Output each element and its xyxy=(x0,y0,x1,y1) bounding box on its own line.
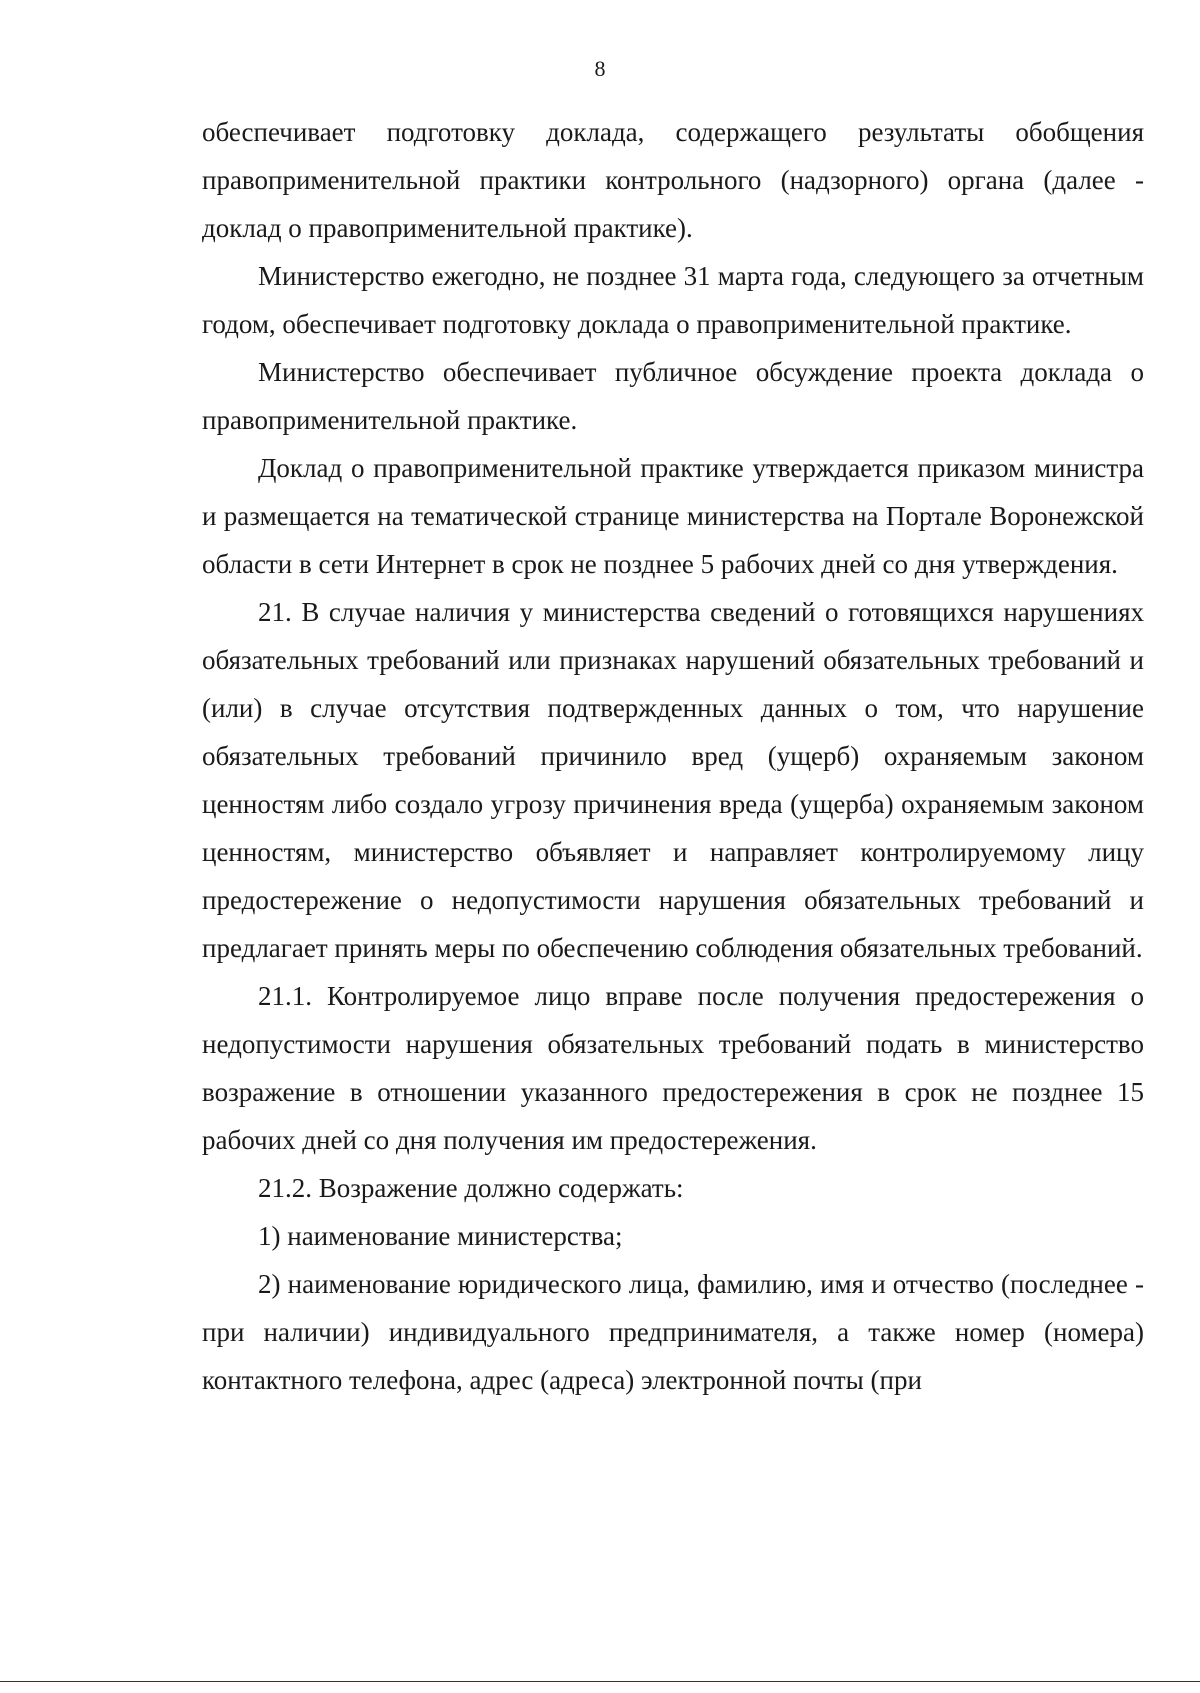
list-item-1: 1) наименование министерства; xyxy=(258,1221,623,1251)
document-body xyxy=(202,108,1144,1404)
footer-divider xyxy=(0,1681,1200,1682)
paragraph-public-discussion: Министерство обеспечивает публичное обсуждение проекта доклада о правоприменительной практике. xyxy=(202,357,1144,435)
list-item-2: 2) наименование юридического лица, фамилию, имя и отчество (последнее - при наличии) индивидуального предпринимателя, а также номер (номера) контактного телефона, адрес (адреса) электронной почты (при xyxy=(202,1269,1144,1395)
paragraph-report-approval: Доклад о правоприменительной практике утверждается приказом министра и размещается на тематической странице министерства на Портале Воронежской области в сети Интернет в срок не позднее 5 рабочих дней со дня утверждения. xyxy=(202,453,1144,579)
page-number: 8 xyxy=(594,56,606,81)
paragraph-item-21-1: 21.1. Контролируемое лицо вправе после получения предостережения о недопустимости нарушения обязательных требований подать в министерство возражение в отношении указанного предостережения в срок не позднее 15 рабочих дней со дня получения им предостережения. xyxy=(202,981,1144,1155)
paragraph-annual-report: Министерство ежегодно, не позднее 31 марта года, следующего за отчетным годом, обеспечивает подготовку доклада о правоприменительной практике. xyxy=(202,261,1144,339)
paragraph-item-21: 21. В случае наличия у министерства сведений о готовящихся нарушениях обязательных требований или признаках нарушений обязательных требований и (или) в случае отсутствия подтвержденных данных о том, что нарушение обязательных требований причинило вред (ущерб) охраняемым законом ценностям либо создало угрозу причинения вреда (ущерба) охраняемым законом ценностям, министерство объявляет и направляет контролируемому лицу предостережение о недопустимости нарушения обязательных требований и предлагает принять меры по обеспечению соблюдения обязательных требований. xyxy=(202,597,1144,963)
paragraph-report-continuation: обеспечивает подготовку доклада, содержащего результаты обобщения правоприменительной практики контрольного (надзорного) органа (далее - доклад о правоприменительной практике). xyxy=(202,117,1144,243)
paragraph-item-21-2: 21.2. Возражение должно содержать: xyxy=(258,1173,684,1203)
